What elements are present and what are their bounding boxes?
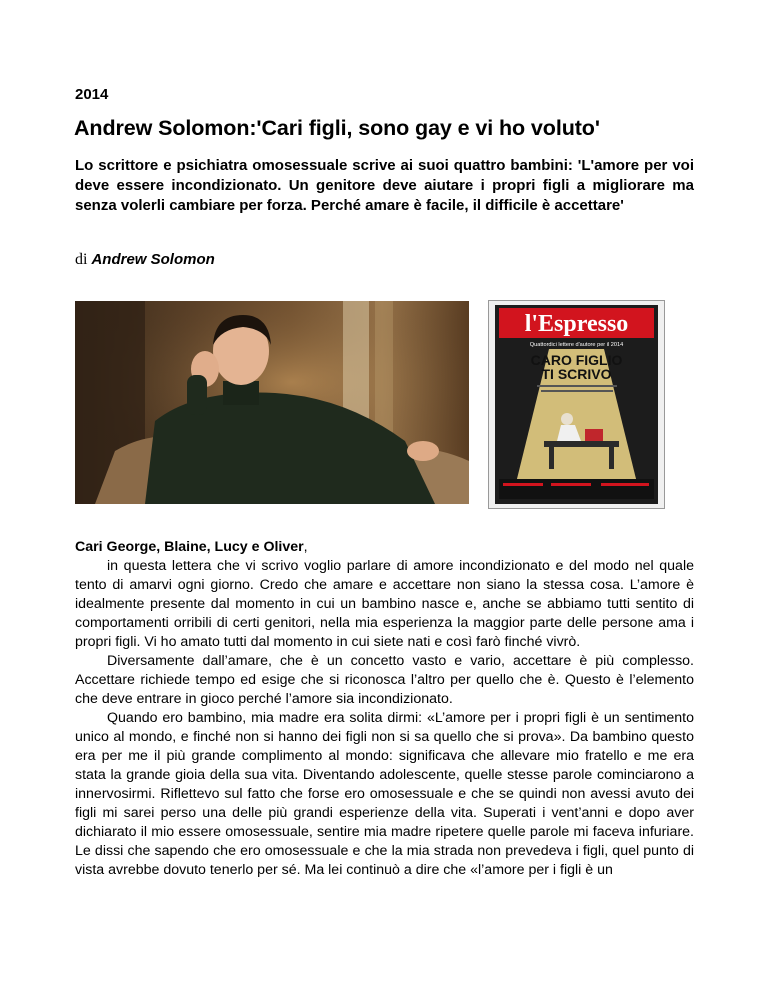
year-heading: 2014 — [75, 86, 109, 103]
letter-greeting-line — [75, 538, 694, 557]
letter-greeting-punct: , — [303, 539, 308, 555]
byline-prefix: di — [75, 251, 88, 268]
cover-tagline: Quattordici lettere d'autore per il 2014 — [529, 342, 624, 348]
byline-author: Andrew Solomon — [91, 251, 215, 268]
author-photo — [75, 301, 469, 504]
cover-brand: l'Espresso — [524, 311, 629, 337]
letter-paragraph-2: Diversamente dall’amare, che è un concetto vasto e vario, accettare è più complesso. Accettare richiede tempo ed esige che si riconosca l’altro per quello che è. Questo è l’elemento che deve entrare in gioco perché l’amore sia incondizionato. — [75, 653, 694, 707]
cover-headline-2: TI SCRIVO — [541, 366, 612, 382]
magazine-cover — [488, 300, 665, 509]
cover-headline-1: CARO FIGLIO — [530, 352, 623, 368]
byline — [75, 251, 215, 269]
article-title: Andrew Solomon:'Cari figli, sono gay e vi ho voluto' — [74, 116, 600, 140]
letter-paragraph-3: Quando ero bambino, mia madre era solita dirmi: «L’amore per i propri figli è un sentimento unico al mondo, e finché non si hanno dei figli non si sa quello che si prova». Da bambino questo era per me il più grande complimento al mondo: significava che allevare mio fratello e me era stata la grande gioia della sua vita. Diventando adolescente, quelle stesse parole cominciarono a innervosirmi. Riflettevo sul fatto che forse ero omosessuale e che se quindi non avessi avuto dei figli mi sarei perso una delle più grandi esperienze della vita. Superati i vent’anni e dopo aver dichiarato il mio essere omosessuale, sentire mia madre ripetere quelle parole mi faceva infuriare. Le dissi che sapendo che ero omosessuale e che la mia strada non prevedeva i figli, quel punto di vista avrebbe dovuto tenerlo per sé. Ma lei continuò a dire che «l’amore per i figli è un — [75, 710, 694, 878]
letter-paragraph-1: in questa lettera che vi scrivo voglio parlare di amore incondizionato e del modo nel quale tento di amarvi ogni giorno. Credo che amare e accettare non siano la stessa cosa. L’amore è idealmente presente dal momento in cui un bambino nasce e, anche se abbiamo tutti sentito di comportamenti orribili di certi genitori, nella mia esperienza la maggior parte delle persone ama i propri figli. Vi ho amato tutti dal momento in cui siete nati e così farò finché vivrò. — [75, 558, 694, 650]
letter-greeting: Cari George, Blaine, Lucy e Oliver — [75, 539, 304, 555]
article-subtitle: Lo scrittore e psichiatra omosessuale scrive ai suoi quattro bambini: 'L'amore per voi deve essere incondizionato. Un genitore deve aiutare i propri figli a migliorare ma senza volerli cambiare per forza. Perché amare è facile, il difficile è accettare' — [75, 157, 694, 214]
letter-body — [75, 538, 694, 880]
